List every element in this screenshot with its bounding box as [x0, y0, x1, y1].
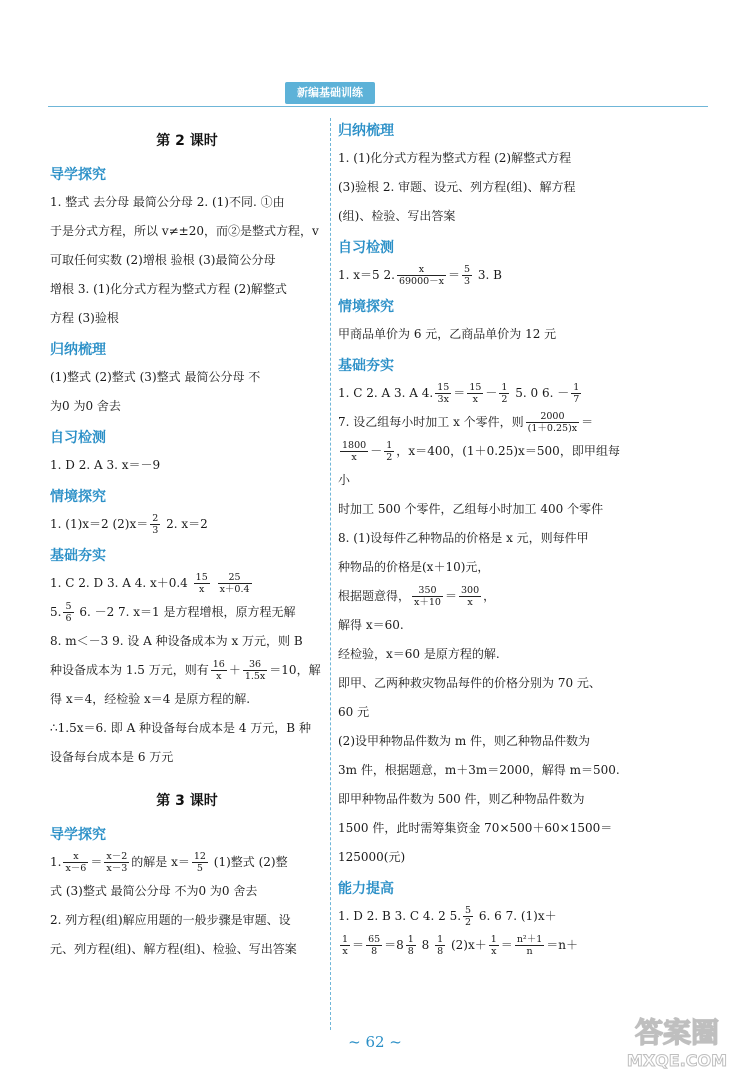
text-line: (2)设甲种物品件数为 m 件，则乙种物品件数为 — [338, 734, 591, 748]
text-span: 1. D 2. B 3. C 4. 2 5. — [338, 909, 462, 923]
text-span: 5. — [50, 605, 62, 619]
text-span: ＝ — [453, 386, 466, 400]
text-line — [338, 437, 620, 495]
column-divider — [330, 118, 331, 1030]
fraction-numerator: x－2 — [106, 851, 128, 862]
text-line — [50, 569, 324, 598]
text-span: 1. — [50, 855, 62, 869]
right-column — [338, 118, 620, 960]
section-title-daoxue-2: 导学探究 — [50, 827, 106, 843]
fraction-numerator: 1800 — [342, 440, 367, 451]
section-title-jichu-2: 基础夯实 — [338, 358, 394, 374]
fraction-denominator: 1.5x — [244, 671, 266, 682]
fraction-numerator: 16 — [212, 659, 225, 670]
page-number: ~ 62 ~ — [348, 1033, 402, 1051]
text-line: 增根 3. (1)化分式方程为整式方程 (2)解整式 — [50, 282, 287, 296]
text-line — [50, 848, 324, 877]
fraction — [489, 934, 499, 957]
text-line: 8. m＜－3 9. 设 A 种设备成本为 x 万元，则 B — [50, 634, 303, 648]
fraction — [515, 934, 544, 957]
text-span: 1. x＝5 2. — [338, 268, 395, 282]
fraction — [218, 572, 252, 595]
text-line: (3)验根 2. 审题、设元、列方程(组)、解方程 — [338, 180, 576, 194]
fraction-numerator: 300 — [460, 585, 480, 596]
fraction — [192, 851, 208, 874]
fraction-numerator: 1 — [490, 934, 497, 945]
watermark-text-url: MXQE.COM — [626, 1051, 728, 1070]
section-title-guina-1: 归纳梳理 — [50, 342, 106, 358]
fraction — [499, 382, 509, 405]
fraction-denominator: 3x — [437, 394, 449, 405]
fraction-numerator: 1 — [501, 382, 508, 393]
text-span: 种设备成本为 1.5 万元，则有 — [50, 663, 209, 677]
text-span: 1. C 2. A 3. A 4. — [338, 386, 434, 400]
text-line — [50, 656, 324, 685]
fraction-denominator: 7 — [573, 394, 580, 405]
fraction — [571, 382, 581, 405]
text-span: 5. 0 6. － — [511, 386, 570, 400]
text-line: 2. 列方程(组)解应用题的一般步骤是审题、设 — [50, 913, 291, 927]
fraction-denominator: x — [472, 394, 479, 405]
text-line: (组)、检验、写出答案 — [338, 209, 456, 223]
text-line — [50, 510, 324, 539]
section-title-qingjing-1: 情境探究 — [50, 489, 106, 505]
fraction — [467, 382, 483, 405]
fraction — [211, 659, 227, 682]
fraction-numerator: x — [397, 264, 446, 276]
watermark-text-cn: 答案圈 — [634, 1016, 720, 1049]
section-title-zixi-1: 自习检测 — [50, 430, 106, 446]
fraction-denominator: 8 — [371, 946, 378, 957]
text-span: 6. －2 7. x＝1 是方程增根，原方程无解 — [75, 605, 296, 619]
header-divider — [48, 106, 708, 107]
text-span: 1. (1)x＝2 (2)x＝ — [50, 517, 149, 531]
text-span: ， — [483, 589, 496, 603]
fraction-numerator: 1 — [437, 934, 444, 945]
fraction-denominator: x＋0.4 — [219, 584, 250, 595]
fraction-denominator: x－6 — [65, 863, 87, 874]
text-line: 8. (1)设每件乙种物品的价格是 x 元，则每件甲 — [338, 531, 589, 545]
fraction-numerator: 15 — [437, 382, 450, 393]
text-line: 60 元 — [338, 705, 370, 719]
section-title-zixi-2: 自习检测 — [338, 240, 394, 256]
fraction-numerator: 2000 — [526, 411, 579, 423]
text-line: 元、列方程(组)、解方程(组)、检验、写出答案 — [50, 942, 297, 956]
text-line: 即甲种物品件数为 500 件，则乙种物品件数为 — [338, 792, 585, 806]
lesson-3-title: 第 3 课时 — [156, 793, 218, 809]
text-span: 1. C 2. D 3. A 4. x＋0.4 — [50, 576, 188, 590]
fraction-denominator: 2 — [386, 452, 393, 463]
fraction-denominator: 8 — [407, 946, 414, 957]
text-span: ＝10，解 — [269, 663, 321, 677]
text-span: 6. 6 7. (1)x＋ — [475, 909, 557, 923]
fraction — [63, 851, 88, 874]
fraction — [406, 934, 416, 957]
fraction-denominator: x — [342, 946, 348, 957]
fraction-numerator: n²＋1 — [516, 934, 543, 945]
text-line: 甲商品单价为 6 元，乙商品单价为 12 元 — [338, 327, 557, 341]
fraction — [340, 440, 368, 463]
fraction — [63, 601, 73, 624]
fraction — [397, 264, 446, 287]
fraction — [459, 585, 481, 608]
text-span: 8 — [417, 938, 434, 952]
text-line: 时加工 500 个零件，乙组每小时加工 400 个零件 — [338, 502, 604, 516]
fraction-numerator: 36 — [243, 659, 267, 671]
text-line: 式 (3)整式 最简公分母 不为0 为0 舍去 — [50, 884, 258, 898]
section-title-jichu-1: 基础夯实 — [50, 548, 106, 564]
text-span: － — [485, 386, 498, 400]
text-span: 3. B — [474, 268, 502, 282]
fraction — [150, 513, 160, 536]
fraction-denominator: 3 — [152, 525, 159, 536]
fraction-numerator: 5 — [65, 601, 72, 612]
fraction-denominator: (1＋0.25)x — [527, 423, 578, 434]
fraction-denominator: 69000－x — [398, 276, 445, 287]
fraction-numerator: 15 — [195, 572, 208, 583]
fraction-numerator: 5 — [465, 905, 472, 916]
text-line: 种物品的价格是(x＋10)元， — [338, 560, 490, 574]
fraction — [435, 934, 445, 957]
text-line: 3m 件，根据题意，m＋3m＝2000，解得 m＝500. — [338, 763, 620, 777]
text-line: ∴1.5x＝6. 即 A 种设备每台成本是 4 万元，B 种 — [50, 721, 311, 735]
text-span: ＝ — [500, 938, 513, 952]
text-span: 7. 设乙组每小时加工 x 个零件，则 — [338, 415, 524, 429]
fraction — [463, 905, 473, 928]
fraction — [384, 440, 394, 463]
text-span: 的解是 x＝ — [131, 855, 190, 869]
text-span: ＝ — [581, 415, 594, 429]
fraction-numerator: 1 — [386, 440, 393, 451]
text-line: 125000(元) — [338, 850, 406, 864]
fraction-numerator: 15 — [469, 382, 482, 393]
text-span: ＋ — [228, 663, 241, 677]
text-span: ＝ — [90, 855, 103, 869]
fraction-numerator: 65 — [368, 934, 381, 945]
text-line: 1. (1)化分式方程为整式方程 (2)解整式方程 — [338, 151, 572, 165]
text-span: ＝8 — [384, 938, 404, 952]
section-title-qingjing-2: 情境探究 — [338, 299, 394, 315]
fraction — [104, 851, 129, 874]
fraction-numerator: 5 — [464, 264, 471, 275]
fraction-denominator: n — [526, 946, 533, 957]
text-span: ＝n＋ — [546, 938, 579, 952]
text-line — [338, 582, 620, 611]
text-line — [338, 408, 620, 437]
fraction-denominator: x — [216, 671, 222, 682]
fraction-denominator: x — [351, 452, 357, 463]
section-title-guina-2: 归纳梳理 — [338, 123, 394, 139]
text-line — [50, 598, 324, 627]
fraction-numerator: 350 — [412, 585, 443, 597]
text-line: (1)整式 (2)整式 (3)整式 最简公分母 不 — [50, 370, 261, 384]
fraction — [243, 659, 267, 682]
section-title-nengli: 能力提高 — [338, 881, 394, 897]
text-span: (2)x＋ — [447, 938, 487, 952]
fraction-numerator: 12 — [193, 851, 206, 862]
fraction-denominator: x＋10 — [414, 597, 441, 608]
text-span: (1)整式 (2)整 — [209, 855, 288, 869]
header-title: 新编基础训练 — [285, 82, 375, 104]
fraction-numerator: x — [63, 851, 88, 863]
fraction — [366, 934, 382, 957]
fraction-numerator: 1 — [342, 934, 349, 945]
left-column — [50, 118, 324, 964]
fraction-denominator: 2 — [501, 394, 508, 405]
fraction-numerator: 1 — [573, 382, 580, 393]
text-span: ＝ — [448, 268, 461, 282]
lesson-2-title: 第 2 课时 — [156, 133, 218, 149]
text-line: 即甲、乙两种救灾物品每件的价格分别为 70 元、 — [338, 676, 601, 690]
fraction — [526, 411, 579, 434]
text-line: 经检验，x＝60 是原方程的解. — [338, 647, 500, 661]
section-title-daoxue-1: 导学探究 — [50, 167, 106, 183]
text-line: 得 x＝4，经检验 x＝4 是原方程的解. — [50, 692, 251, 706]
text-line: 1500 件，此时需筹集资金 70×500＋60×1500＝ — [338, 821, 613, 835]
text-line: 可取任何实数 (2)增根 验根 (3)最简公分母 — [50, 253, 276, 267]
fraction — [194, 572, 210, 595]
text-line: 方程 (3)验根 — [50, 311, 119, 325]
fraction — [435, 382, 451, 405]
fraction-denominator: x — [199, 584, 205, 595]
text-line: 1. 整式 去分母 最简公分母 2. (1)不同. ①由 — [50, 195, 285, 209]
fraction — [462, 264, 472, 287]
fraction-denominator: x — [467, 597, 473, 608]
text-line — [338, 379, 620, 408]
fraction-denominator: x — [491, 946, 497, 957]
fraction-numerator: 1 — [407, 934, 414, 945]
text-line: 1. D 2. A 3. x＝－9 — [50, 458, 161, 472]
text-span: 根据题意得， — [338, 589, 411, 603]
text-span: － — [370, 444, 383, 458]
text-span: ＝ — [444, 589, 457, 603]
text-line: 解得 x＝60. — [338, 618, 404, 632]
text-span: ，x＝400，(1＋0.25)x＝500，即甲组每小 — [338, 444, 620, 487]
text-line: 为0 为0 舍去 — [50, 399, 121, 413]
fraction-denominator: 8 — [437, 946, 444, 957]
watermark-logo — [612, 1008, 742, 1074]
text-line — [338, 902, 620, 931]
fraction-numerator: 2 — [152, 513, 159, 524]
text-line: 于是分式方程，所以 v≠±20，而②是整式方程，v — [50, 224, 319, 238]
fraction — [412, 585, 443, 608]
text-line: 设备每台成本是 6 万元 — [50, 750, 174, 764]
fraction-denominator: 5 — [196, 863, 203, 874]
fraction-denominator: 2 — [465, 917, 472, 928]
text-span: ＝ — [352, 938, 365, 952]
fraction-denominator: x－3 — [106, 863, 128, 874]
text-line — [338, 931, 620, 960]
text-line — [338, 261, 620, 290]
fraction-denominator: 6 — [65, 613, 72, 624]
fraction — [340, 934, 350, 957]
fraction-denominator: 3 — [464, 276, 471, 287]
text-span: 2. x＝2 — [162, 517, 208, 531]
fraction-numerator: 25 — [218, 572, 252, 584]
